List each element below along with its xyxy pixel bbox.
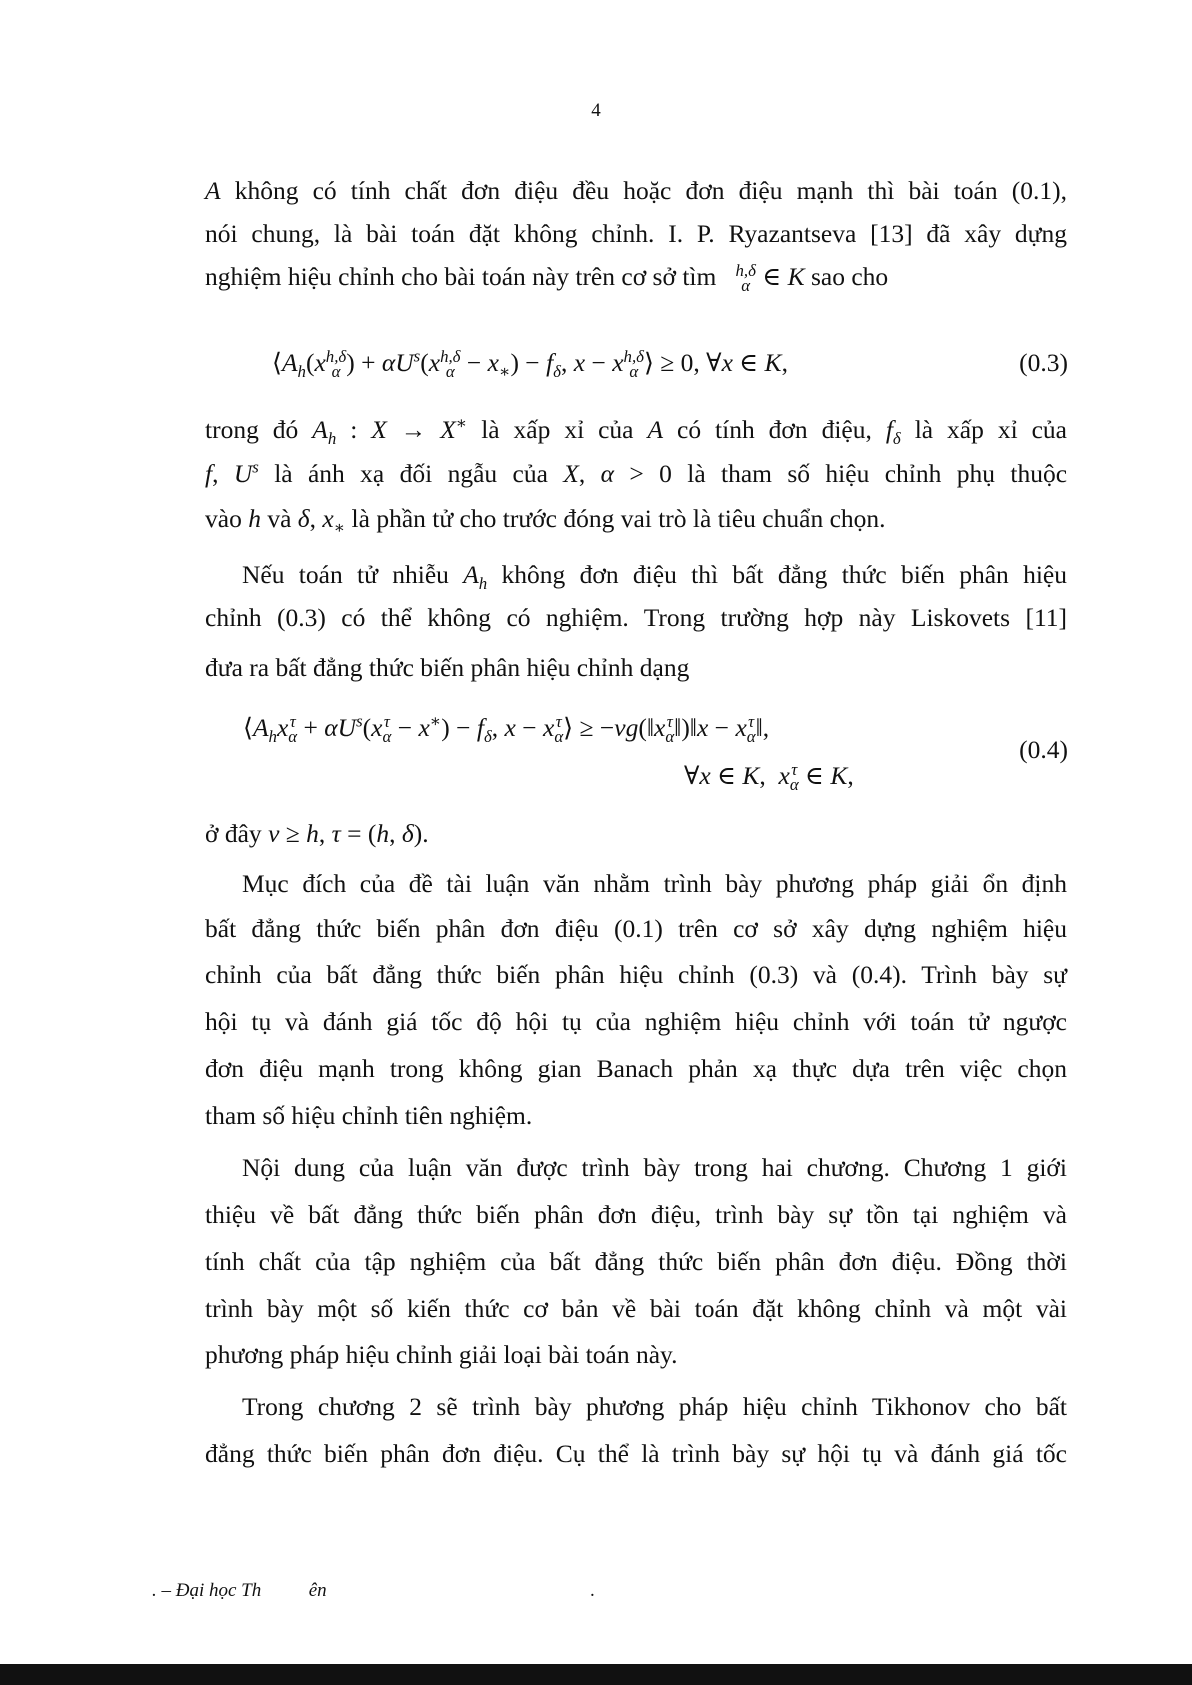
page-number: 4 <box>591 100 601 121</box>
text-line-16: tham số hiệu chỉnh tiên nghiệm. <box>205 1101 533 1130</box>
text-line-10: ở đây ν ≥ h, τ = (h, δ). <box>205 819 429 848</box>
text-line-11: Mục đích của đề tài luận văn nhằm trình bày phương pháp giải ổn định <box>242 869 1067 898</box>
equation-number-0-4: (0.4) <box>1019 735 1068 764</box>
text-line-12: bất đẳng thức biến phân đơn điệu (0.1) trên cơ sở xây dựng nghiệm hiệu <box>205 914 1067 943</box>
text-line-15: đơn điệu mạnh trong không gian Banach phản xạ thực dựa trên việc chọn <box>205 1054 1067 1083</box>
text-line-3: nghiệm hiệu chỉnh cho bài toán này trên cơ sở tìm h,δ α ∈ K sao cho <box>205 260 889 295</box>
text-line-18: thiệu về bất đẳng thức biến phân đơn điệu, trình bày sự tồn tại nghiệm và <box>205 1200 1067 1229</box>
text-line-20: trình bày một số kiến thức cơ bản về bài toán đặt không chỉnh và một vài <box>205 1294 1067 1323</box>
footer-dot: . <box>590 1580 595 1601</box>
equation-number-0-3: (0.3) <box>1019 348 1068 377</box>
text-line-1: A không có tính chất đơn điệu đều hoặc đơn điệu mạnh thì bài toán (0.1), <box>205 176 1067 205</box>
text-line-4: trong đó $A_h$ : X → X∗ là xấp xỉ của A có tính đơn điệu, $f_\delta$ là xấp xỉ của <box>205 413 1067 449</box>
equation-0-3: $⟨A_h(x$ h,δ α ) + $\alpha U^s(x$ h,δ α − $x_∗) - f_\delta$, x − x h,δ α ⟩ ≥ 0, ∀x ∈ K, <box>272 346 788 382</box>
text-line-2: nói chung, là bài toán đặt không chỉnh. I. P. Ryazantseva [13] đã xây dựng <box>205 219 1067 248</box>
text-line-7: Nếu toán tử nhiễu $A_h$ không đơn điệu thì bất đẳng thức biến phân hiệu <box>242 560 1068 594</box>
footer-text: . – Đại học Th ên <box>152 1580 327 1601</box>
text-line-19: tính chất của tập nghiệm của bất đẳng thức biến phân đơn điệu. Đồng thời <box>205 1247 1067 1276</box>
text-line-8: chỉnh (0.3) có thể không có nghiệm. Trong trường hợp này Liskovets [11] <box>205 603 1067 632</box>
text-line-14: hội tụ và đánh giá tốc độ hội tụ của nghiệm hiệu chỉnh với toán tử ngược <box>205 1007 1067 1036</box>
equation-0-4-line-2: ∀x ∈ K, x τ α ∈ K, <box>684 759 854 794</box>
text-line-6: vào h và δ, $x_∗$ là phần tử cho trước đóng vai trò là tiêu chuẩn chọn. <box>205 504 886 538</box>
text-line-9: đưa ra bất đẳng thức biến phân hiệu chỉnh dạng <box>205 653 690 682</box>
text-line-21: phương pháp hiệu chỉnh giải loại bài toán này. <box>205 1340 678 1369</box>
text-line-5: f, $U^s$ là ánh xạ đối ngẫu của X, α > 0 là tham số hiệu chỉnh phụ thuộc <box>205 457 1068 488</box>
bottom-border <box>0 1664 1192 1685</box>
text-line-23: đẳng thức biến phân đơn điệu. Cụ thể là trình bày sự hội tụ và đánh giá tốc <box>205 1439 1067 1468</box>
text-line-17: Nội dung của luận văn được trình bày trong hai chương. Chương 1 giới <box>242 1153 1067 1182</box>
equation-0-4-line-1: $⟨A_hx$ τ α + $\alpha U^s(x$ τ α − $x^∗) - f_\delta$, x − x τ α ⟩ ≥ −νg(‖x τ α ‖)‖x − x τ α ‖, <box>243 711 770 747</box>
text-line-13: chỉnh của bất đẳng thức biến phân hiệu chỉnh (0.3) và (0.4). Trình bày sự <box>205 960 1067 989</box>
text-line-22: Trong chương 2 sẽ trình bày phương pháp hiệu chỉnh Tikhonov cho bất <box>242 1392 1067 1421</box>
